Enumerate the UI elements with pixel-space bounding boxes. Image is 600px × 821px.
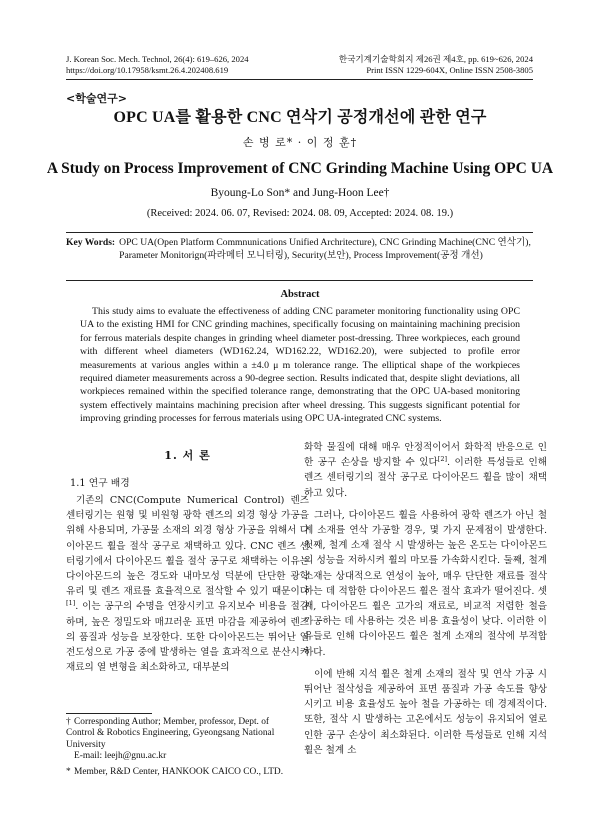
keywords-top-rule (66, 232, 533, 233)
body-paragraph: 이에 반해 지석 휠은 철계 소재의 절삭 및 연삭 가공 시 뛰어난 절삭성을 제공하여 표면 품질과 가공 속도를 향상시키고 비용 효율성도 높아 철을 가공하는 데 경제적이다. 또한, 절삭 시 발생하는 고온에서도 성능이 유지되어 열로 인한 공구 손상이 최소화된다. 이러한 특성들로 인해 지석 휠은 철계 소 (304, 668, 547, 756)
abstract-heading: Abstract (280, 289, 320, 300)
title-english: A Study on Process Improvement of CNC Grinding Machine Using OPC UA (46, 160, 554, 177)
footnote-text: Member, R&D Center, HANKOOK CAICO CO., LTD. (74, 767, 284, 777)
keywords-text: OPC UA(Open Platform Commnunications Unified Archritecture), CNC Grinding Machine(CNC 연삭기), Parameter Monitorign(파라메터 모니터링), Security(보안), Process Improvement(공정 개선) (119, 237, 531, 261)
section-title: 1. 서 론 (164, 449, 211, 462)
authors-korean: 손 병 로* · 이 정 훈† (242, 136, 358, 149)
authors-english: Byoung-Lo Son* and Jung-Hoon Lee† (210, 187, 390, 199)
issn: Print ISSN 1229-604X, Online ISSN 2508-3805 (366, 65, 533, 75)
footnote-email[interactable]: E-mail: leejh@gnu.ac.kr (74, 751, 167, 762)
abstract-text: This study aims to evaluate the effectiveness of adding CNC parameter monitoring functionality using OPC UA to the existing HMI for CNC grinding machines, specifically focusing on maintaining machining precision for ferrous materials despite changes in grinding wheel diameter post-dressing. Three workpieces, each ground with different wheel diameters (WD162.24, WD162.22, WD162.20), were subjected to profile error measurements at various angles within a ±4.0 μ m tolerance range. The elliptical shape of the workpieces required diameter measurements across a 90-degree section. Results indicated that, despite slight deviations, all workpieces remained within the specified tolerance range, demonstrating that the OPC UA-based monitoring system effectively maintains machining precision after wheel dressing. This suggests significant potential for improving grinding processes for ferrous materials using OPC UA-integrated CNC systems. (80, 306, 520, 425)
paragraph-text: . 이는 공구의 수명을 연장시키고 유지보수 비용을 절감하며, 높은 정밀도와 매끄러운 표면 마감을 제공하여 렌즈의 품질과 성능을 보장한다. 또한 다이아몬드는 뛰어난 열전도성으로 가공 중에 발생하는 열을 효과적으로 분산시켜 재료의 열 변형을 최소화하고, 대부분의 (66, 601, 309, 674)
journal-header-left (66, 54, 249, 76)
body-column-right (304, 440, 547, 758)
article-category: <학술연구> (66, 92, 127, 105)
received-dates: (Received: 2024. 06. 07, Revised: 2024. 08. 09, Accepted: 2024. 08. 19.) (146, 208, 454, 219)
keywords-label: Key Words: (66, 237, 116, 248)
footnote-text: Corresponding Author; Member, professor, Dept. of Control & Robotics Engineering, Gyeongsang National University (66, 717, 275, 750)
body-column-left (66, 437, 309, 675)
doi-link[interactable]: https://doi.org/10.17958/ksmt.26.4.202408.619 (66, 65, 229, 75)
footnote-mark: * (66, 767, 71, 777)
paragraph-text: 기존의 CNC(Compute Numerical Control) 렌즈 센터링기는 원형 및 비원형 광학 렌즈의 외경 형상 가공을 위해 사용되며, 가공물 소재의 외경 형상 가공을 위해서 다이아몬드 휠을 절삭 공구로 채택하고 있다. CNC 렌즈 센터링기에서 다이아몬드 휠을 절삭 공구로 채택하는 이유는 다이아몬드의 높은 경도와 내마모성 덕분에 단단한 광학 유리 및 렌즈 재료를 효율적으로 절삭할 수 있기 때문이다 (66, 495, 309, 598)
body-paragraph (66, 493, 309, 675)
paragraph-text: . 이러한 특성들로 인해 렌즈 센터링기의 절삭 공구로 다이아몬드 휠을 많이 채택하고 있다. (304, 457, 547, 499)
paragraph-text: 화학 물질에 대해 매우 안정적이어서 화학적 반응으로 인한 공구 손상을 방지할 수 있다 (304, 442, 547, 469)
subsection-title: 1.1 연구 배경 (70, 478, 130, 489)
journal-citation-korean: 한국기계기술학회지 제26권 제4호, pp. 619~626, 2024 (338, 54, 533, 64)
footnote-author (66, 767, 298, 778)
journal-header-right (339, 54, 533, 76)
keywords-block (66, 237, 533, 262)
footnote-mark: † (66, 717, 71, 727)
keywords-bottom-rule (66, 280, 533, 281)
body-paragraph: 그러나, 다이아몬드 휠을 사용하여 광학 렌즈가 아닌 철계 소재를 연삭 가공할 경우, 몇 가지 문제점이 발생한다. 첫째, 철계 소재 절삭 시 발생하는 높은 온도는 다이아몬드의 성능을 저하시켜 휠의 마모를 가속화시킨다. 둘째, 철계 소재는 상대적으로 연성이 높아, 매우 단단한 재료를 절삭하는 데 적합한 다이아몬드 휠은 절삭 효과가 떨어진다. 셋째, 다이아몬드 휠은 고가의 재료로, 비교적 저렴한 철을 가공하는 데 사용하는 것은 비용 효율성이 낮다. 이러한 이유들로 인해 다이아몬드 휠은 철계 소재의 절삭에 부적합하다. (304, 509, 547, 658)
title-korean: OPC UA를 활용한 CNC 연삭기 공정개선에 관한 연구 (113, 109, 487, 126)
footnote-corresponding-author (66, 717, 298, 763)
footnote-divider (66, 713, 152, 714)
body-paragraph (304, 440, 547, 501)
header-divider (66, 79, 533, 80)
reference-marker[interactable]: [1] (66, 599, 76, 608)
journal-citation: J. Korean Soc. Mech. Technol, 26(4): 619–626, 2024 (66, 54, 249, 64)
reference-marker[interactable]: [2] (437, 455, 447, 464)
